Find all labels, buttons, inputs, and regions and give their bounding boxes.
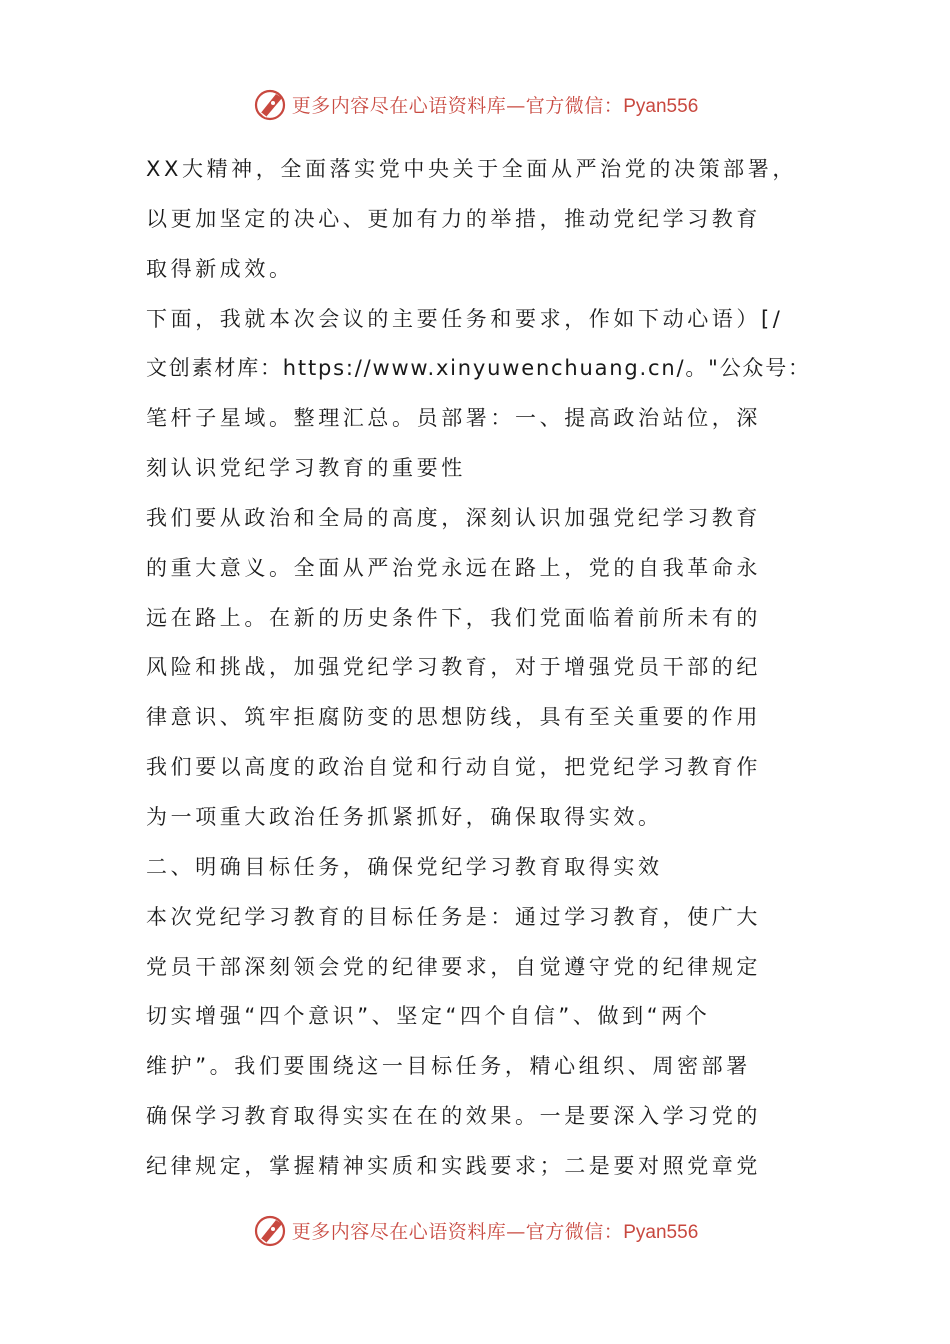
watermark-wechat-id: Pyan556 — [623, 1221, 699, 1243]
header-watermark — [0, 84, 950, 124]
watermark-text — [292, 91, 699, 118]
watermark-wechat-id: Pyan556 — [623, 95, 699, 117]
body-line: 风险和挑战，加强党纪学习教育，对于增强党员干部的纪 — [146, 655, 761, 680]
body-line: 下面，我就本次会议的主要任务和要求，作如下动心语）[/ — [146, 306, 784, 331]
body-line: 本次党纪学习教育的目标任务是：通过学习教育，使广大 — [146, 904, 761, 929]
watermark-prefix: 更多内容尽在心语资料库—官方微信： — [291, 1220, 624, 1243]
body-line-url: 文创素材库：https://www.xinyuwenchuang.cn/。"公众号： — [146, 356, 811, 381]
body-line: 我们要从政治和全局的高度，深刻认识加强党纪学习教育 — [146, 505, 761, 530]
footer-watermark — [0, 1210, 950, 1250]
body-line: 维护”。我们要围绕这一目标任务，精心组织、周密部署 — [146, 1054, 751, 1079]
body-line: 律意识、筑牢拒腐防变的思想防线，具有至关重要的作用 — [146, 705, 761, 730]
body-line: XX大精神，全面落实党中央关于全面从严治党的决策部署， — [146, 157, 797, 181]
pen-nib-seal-icon — [252, 1212, 288, 1248]
body-line: 切实增强“四个意识”、坚定“四个自信”、做到“两个 — [146, 1004, 711, 1029]
body-line: 笔杆子星域。整理汇总。员部署：一、提高政治站位，深 — [146, 406, 761, 431]
pen-nib-seal-icon — [252, 86, 288, 122]
document-body — [146, 145, 816, 1192]
body-line: 远在路上。在新的历史条件下，我们党面临着前所未有的 — [146, 605, 761, 630]
watermark-prefix: 更多内容尽在心语资料库—官方微信： — [291, 94, 624, 117]
body-line: 以更加坚定的决心、更加有力的举措，推动党纪学习教育 — [146, 206, 761, 231]
body-line: 取得新成效。 — [146, 256, 294, 281]
body-line: 党员干部深刻领会党的纪律要求，自觉遵守党的纪律规定 — [146, 954, 761, 979]
section-heading: 二、明确目标任务，确保党纪学习教育取得实效 — [146, 854, 663, 879]
body-line: 的重大意义。全面从严治党永远在路上，党的自我革命永 — [146, 555, 761, 580]
body-line: 确保学习教育取得实实在在的效果。一是要深入学习党的 — [146, 1104, 761, 1129]
watermark-text — [292, 1217, 699, 1244]
body-line: 我们要以高度的政治自觉和行动自觉，把党纪学习教育作 — [146, 755, 761, 780]
body-line: 纪律规定，掌握精神实质和实践要求；二是要对照党章党 — [146, 1153, 761, 1178]
body-line: 刻认识党纪学习教育的重要性 — [146, 456, 466, 481]
body-line: 为一项重大政治任务抓紧抓好，确保取得实效。 — [146, 804, 663, 829]
